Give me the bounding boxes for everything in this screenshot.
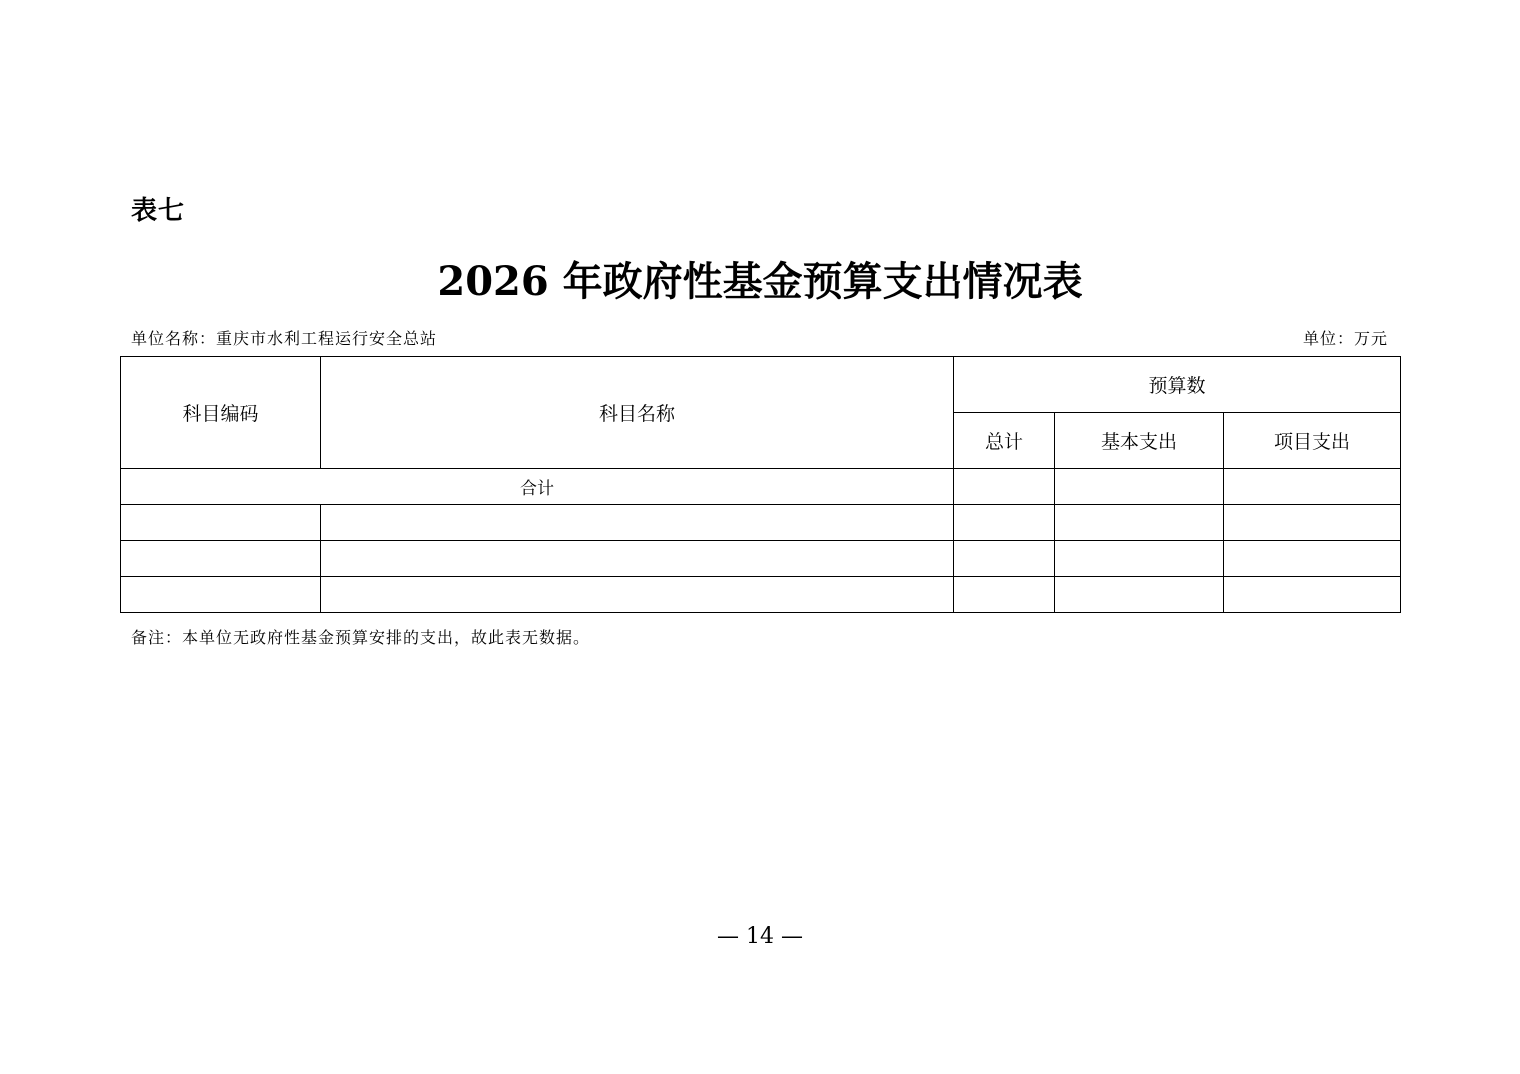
table-row — [121, 505, 1401, 541]
header-basic-expenditure: 基本支出 — [1055, 413, 1224, 469]
page-number: — 14 — — [717, 924, 803, 949]
row-total — [954, 577, 1055, 613]
header-project-expenditure: 项目支出 — [1224, 413, 1401, 469]
table-row — [121, 577, 1401, 613]
total-row — [121, 469, 1401, 505]
footnote: 备注：本单位无政府性基金预算安排的支出，故此表无数据。 — [131, 628, 591, 647]
header-subject-name: 科目名称 — [321, 357, 954, 469]
currency-unit: 单位：万元 — [1302, 329, 1388, 348]
row-name — [321, 577, 954, 613]
document-title: 2026 年政府性基金预算支出情况表 — [437, 258, 1083, 305]
row-code — [121, 577, 321, 613]
total-value — [954, 469, 1055, 505]
row-basic — [1055, 577, 1224, 613]
table-row — [121, 541, 1401, 577]
row-basic — [1055, 505, 1224, 541]
row-project — [1224, 541, 1401, 577]
header-subject-code: 科目编码 — [121, 357, 321, 469]
row-project — [1224, 577, 1401, 613]
row-total — [954, 541, 1055, 577]
total-basic-value — [1055, 469, 1224, 505]
row-total — [954, 505, 1055, 541]
header-row-1 — [121, 357, 1401, 413]
unit-name: 单位名称：重庆市水利工程运行安全总站 — [131, 329, 438, 348]
total-project-value — [1224, 469, 1401, 505]
row-code — [121, 541, 321, 577]
header-budget: 预算数 — [954, 357, 1401, 413]
total-label: 合计 — [121, 469, 954, 505]
row-code — [121, 505, 321, 541]
header-total: 总计 — [954, 413, 1055, 469]
row-basic — [1055, 541, 1224, 577]
row-name — [321, 505, 954, 541]
row-name — [321, 541, 954, 577]
table-label: 表七 — [131, 196, 186, 226]
budget-table — [120, 356, 1401, 613]
row-project — [1224, 505, 1401, 541]
